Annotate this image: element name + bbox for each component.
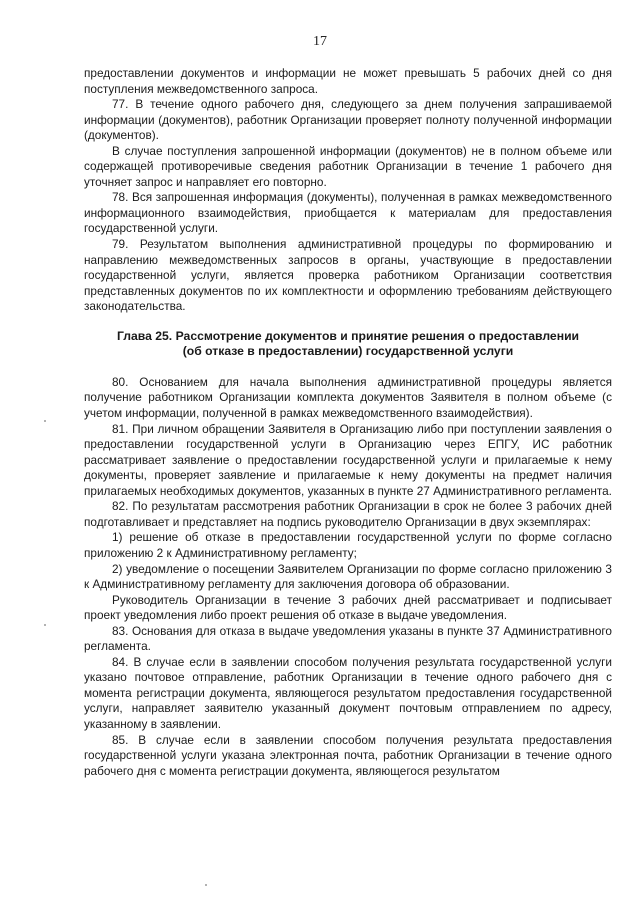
chapter-heading [84,329,612,360]
scan-speck [205,884,207,886]
document-body [84,66,612,779]
paragraph-continuation: предоставлении документов и информации не может превышать 5 рабочих дней со дня поступления межведомственного запроса. [84,66,612,96]
paragraph-81: 81. При личном обращении Заявителя в Организацию либо при поступлении заявления о предоставлении государственной услуги в Организацию через ЕПГУ, ИС работник рассматривает заявление о предоставлении государственной услуги и прилагаемые к нему документы, проверяет заявление и прилагаемые к нему документы на предмет наличия прилагаемых необходимых документов, указанных в пункте 27 Административного регламента. [84,421,612,498]
list-item-2: 2) уведомление о посещении Заявителем Организации по форме согласно приложению 3 к Административному регламенту для заключения договора об образовании. [84,561,612,592]
paragraph-80: 80. Основанием для начала выполнения административной процедуры является получение работником Организации комплекта документов Заявителя в полном объеме (с учетом информации, полученной в рамках межведомственного взаимодействия). [84,374,612,421]
chapter-heading-line-1: Глава 25. Рассмотрение документов и принятие решения о предоставлении [116,328,580,343]
paragraph-79: 79. Результатом выполнения административной процедуры по формированию и направлению межведомственных запросов в органы, участвующие в предоставлении государственной услуги, является проверка работником Организации соответствия представленных документов по их комплектности и оформлению требованиям действующего законодательства. [84,237,612,314]
scan-speck [44,420,46,422]
page-number: 17 [313,34,327,49]
scan-speck [44,624,46,626]
paragraph-77-followup: В случае поступления запрошенной информации (документов) не в полном объеме или содержащей противоречивые сведения работник Организации в течение 1 рабочего дня уточняет запрос и направляет его повторно. [84,143,612,189]
paragraph-82-followup: Руководитель Организации в течение 3 рабочих дней рассматривает и подписывает проект уведомления либо проект решения об отказе в выдаче уведомления. [84,592,612,623]
paragraph-85: 85. В случае если в заявлении способом получения результата предоставления государственной услуги указана электронная почта, работник Организации в течение одного рабочего дня с момента регистрации документа, являющегося результатом [84,732,612,778]
paragraph-84: 84. В случае если в заявлении способом получения результата государственной услуги указано почтовое отправление, работник Организации в течение одного рабочего дня с момента регистрации документа, являющегося результатом предоставления государственной услуги, направляет заявителю указанный документ почтовым отправлением по адресу, указанному в заявлении. [84,654,612,731]
paragraph-78: 78. Вся запрошенная информация (документы), полученная в рамках межведомственного информационного взаимодействия, приобщается к материалам для предоставления государственной услуги. [84,190,612,236]
paragraph-82: 82. По результатам рассмотрения работник Организации в срок не более 3 рабочих дней подготавливает и представляет на подпись руководителю Организации в двух экземплярах: [84,499,612,529]
list-item-1: 1) решение об отказе в предоставлении государственной услуги по форме согласно приложению 2 к Административному регламенту; [84,530,612,560]
paragraph-83: 83. Основания для отказа в выдаче уведомления указаны в пункте 37 Административного регламента. [84,623,612,654]
paragraph-77: 77. В течение одного рабочего дня, следующего за днем получения запрашиваемой информации (документов), работник Организации проверяет полноту полученной информации (документов). [84,97,612,143]
chapter-heading-line-2: (об отказе в предоставлении) государственной услуги [182,344,514,359]
